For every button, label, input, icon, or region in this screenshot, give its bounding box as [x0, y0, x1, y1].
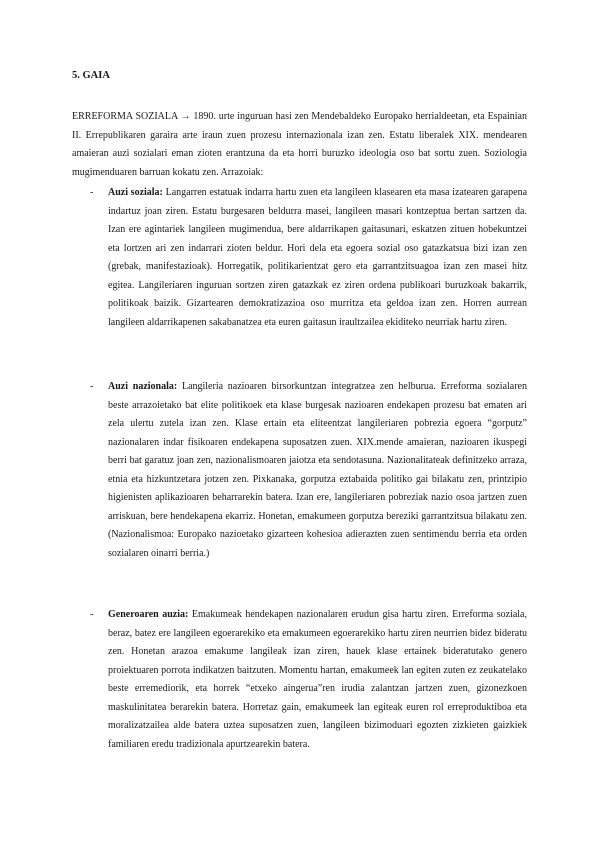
bullet-dash: - [90, 381, 94, 392]
list-item-text [108, 606, 527, 754]
list-item-text [108, 184, 527, 332]
item-body: Langileria nazioaren birsorkuntzan integratzea zen helburua. Erreforma sozialaren beste arrazoietako bat elite politikoek eta klase burgesak nazioaren endekapen prozesu bat ematen ari zela ulertu zutela izan zen. Klase ertain eta eliteentzat langileriaren pobrezia egoera “gorputz” nazionalaren indar fisikoaren endekapena suposatzen zuen. XIX.mende amaieran, nazioaren ikuspegi berri bat garatuz joan zen, nazionalismoaren jaiotza eta sendotasuna. Nazionalitateak definitzeko arraza, etnia eta hizkuntzetara jotzen zen. Pixkanaka, gorputza eztabaida politiko gai bilakatu zen, printzipio higienisten aplikazioaren beharrarekin batera. Izan ere, langileriaren pobreziak nazio osoa jartzen zuen arriskuan, bere hendekapena ekarriz. Honetan, emakumeen gorputza bereziki garrantzitsua bilakatu zen. (Nazionalismoa: Europako nazioetako gizarteen kohesioa adierazten zuen sentimendu berria eta orden sozialaren oinarri berria.) [108, 381, 527, 559]
list-item [90, 378, 527, 563]
intro-paragraph: ERREFORMA SOZIALA → 1890. urte inguruan hasi zen Mendebaldeko Europako herrialdeetan, eta Espainian II. Errepublikaren garaira arte iraun zuen prozesu internazionala izan zen. Estatu liberalek XIX. mendearen amaieran auzi sozialari eman zioten erantzuna da eta horri buruzko ideologia oso bat sortu zuen. Soziologia mugimenduaren barruan kokatu zen. Arrazoiak: [72, 111, 527, 178]
item-body: Emakumeak hendekapen nazionalaren erudun gisa hartu ziren. Erreforma soziala, beraz, batez ere langileen egoerarekiko eta emakumeen egoerarekiko hartu ziren neurrien bidez bideratu zen. Honetan arazoa emakume langileak izan ziren, hauek klase ertainek bideratutako genero proiektuaren porrota indikatzen baitzuten. Momentu hartan, emakumeek lan egiten zuten ez zeukatelako beste erremediorik, eta horrek “etxeko aingerua”ren irudia zalantzan jartzen zuen, gizonezkoen maskulinitatea berarekin batera. Horretaz gain, emakumeek lan egiteak euren rol erreproduktiboa eta moralizatzailea alde batera uztea suposatzen zuen, langileen bizimoduari egozten zizkieten gaizkiek familiaren eredu tradizionala apurtzearekin batera. [108, 609, 527, 750]
item-title: Auzi soziala: [108, 187, 163, 198]
item-title: Auzi nazionala: [108, 381, 178, 392]
item-body: Langarren estatuak indarra hartu zuen eta langileen klasearen eta masa izatearen garapena indartuz joan ziren. Estatu burgesaren beldurra masei, langileen masari kontzeptua bertan sartzen da. Izan ere agintariek langileen mugimendua, bere aldarrikapen gaitasunari, eskatzen zituen hobekuntzei eta lortzen ari zen indarrari zioten beldur. Hori dela eta egoera sozial oso gatazkatsua bizi izan zen (grebak, manifestazioak). Horregatik, politikarientzat gero eta garrantzitsuagoa izan zen masei hitz egitea. Langileriaren inguruan sortzen ziren gatazkak ez ziren ordena publikoari buruzkoak bakarrik, politikoak baizik. Gizartearen demokratizazioa oso murritza eta geldoa izan zen. Horren aurrean langileen aldarrikapenen sakabanatzea eta euren gaitasun iraultzailea ekiditeko neurriak hartu ziren. [108, 187, 528, 328]
list-item-text [108, 378, 527, 563]
list-item [90, 606, 527, 754]
bullet-dash: - [90, 187, 94, 198]
item-title: Generoaren auzia: [108, 609, 189, 620]
list-item [90, 184, 527, 332]
page-heading: 5. GAIA [72, 70, 110, 81]
bullet-dash: - [90, 609, 94, 620]
